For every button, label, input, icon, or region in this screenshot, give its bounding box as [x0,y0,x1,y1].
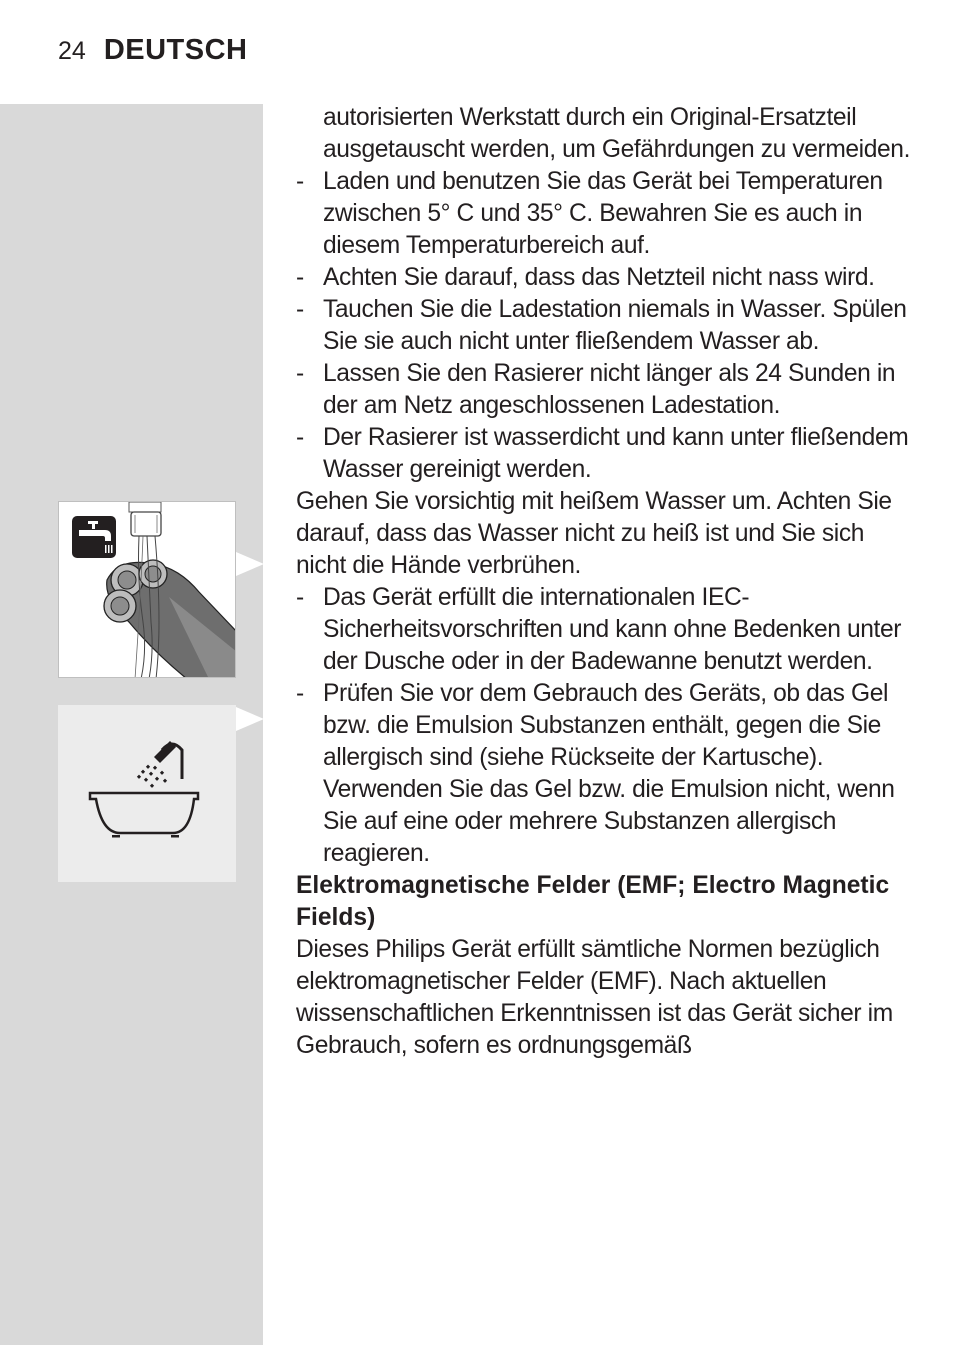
list-item: - Laden und benutzen Sie das Gerät bei Temperaturen zwischen 5° C und 35° C. Bewahren Sie es auch in diesem Temperaturbereich auf. [296,168,883,259]
figure-pointer [236,707,264,731]
shower-bathtub-icon [58,705,236,882]
continuation-text: autorisierten Werkstatt durch ein Original-Ersatzteil ausgetauscht werden, um Gefährdungen zu vermeiden. [323,104,911,163]
main-content [296,102,916,1062]
page-number: 24 [58,37,86,65]
figure-shower-bath [58,705,236,882]
emf-heading: Elektromagnetische Felder (EMF; Electro Magnetic Fields) [296,872,890,931]
list-item: - Lassen Sie den Rasierer nicht länger als 24 Sunden in der am Netz angeschlossenen Ladestation. [296,360,896,419]
figure-rinse-shaver [58,501,236,678]
rinse-under-tap-icon [59,502,236,678]
list-item: - Der Rasierer ist wasserdicht und kann unter fließendem Wasser gereinigt werden. [296,424,909,483]
emf-paragraph: Dieses Philips Gerät erfüllt sämtliche Normen bezüglich elektromagnetischer Felder (EMF). Nach aktuellen wissenschaftlichen Erkenntnissen ist das Gerät sicher im Gebrauch, sofern es ordnungsgemäß [296,936,893,1059]
figure-pointer [236,552,264,576]
list-item: - Prüfen Sie vor dem Gebrauch des Geräts, ob das Gel bzw. die Emulsion Substanzen enthält, gegen die Sie allergisch sind (siehe Rückseite der Kartusche). Verwenden Sie das Gel bzw. die Emulsion nicht, wenn Sie auf eine oder mehrere Substanzen allergisch reagieren. [296,680,895,867]
page-header [58,34,247,74]
list-item: - Achten Sie darauf, dass das Netzteil nicht nass wird. [296,264,875,291]
hot-water-warning: Gehen Sie vorsichtig mit heißem Wasser um. Achten Sie darauf, dass das Wasser nicht zu heiß ist und Sie sich nicht die Hände verbrühen. [296,488,892,579]
list-item: - Das Gerät erfüllt die internationalen IEC-Sicherheitsvorschriften und kann ohne Bedenken unter der Dusche oder in der Badewanne benutzt werden. [296,584,902,675]
list-item: - Tauchen Sie die Ladestation niemals in Wasser. Spülen Sie sie auch nicht unter fließendem Wasser ab. [296,296,907,355]
section-title: DEUTSCH [103,34,248,66]
